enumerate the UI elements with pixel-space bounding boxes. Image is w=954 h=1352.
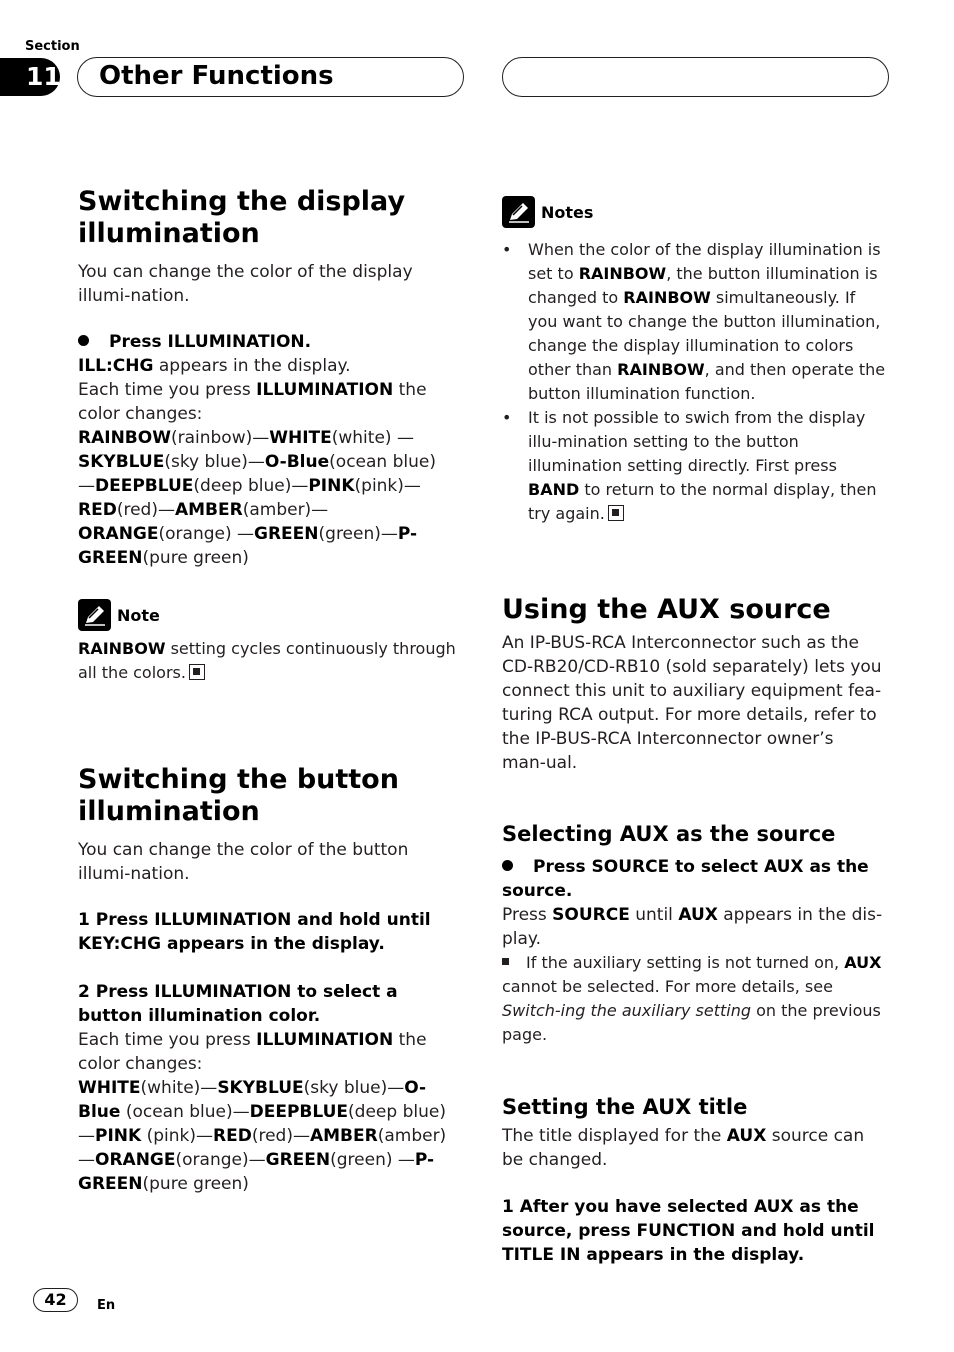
- pencil-icon: [502, 196, 535, 228]
- note-text: When the color of the display illumination is set to: [528, 240, 881, 283]
- button-step-2: 2 Press ILLUMINATION to select a button illumination color.: [78, 982, 398, 1026]
- aux-key: AUX: [726, 1126, 767, 1146]
- note-text: [78, 637, 464, 685]
- square-bullet-icon: [502, 958, 509, 965]
- color-description: (green) —: [330, 1150, 415, 1170]
- appears-text: appears in the dis-play.: [502, 905, 883, 949]
- chapter-title: Other Functions: [77, 57, 464, 97]
- color-description: (white) —: [331, 428, 414, 448]
- button-each-time: [78, 1028, 464, 1076]
- header-empty-frame: [502, 57, 889, 97]
- aux-title-intro: [502, 1124, 888, 1172]
- section-label: Section: [25, 39, 80, 54]
- title-text-2: source can be changed.: [502, 1126, 865, 1170]
- color-description: (ocean blue)—: [120, 1102, 250, 1122]
- color-description: (sky blue)—: [303, 1078, 405, 1098]
- color-description: (red)—: [116, 500, 175, 520]
- color-name: ORANGE: [95, 1150, 176, 1170]
- each-key: ILLUMINATION: [256, 1030, 394, 1050]
- color-name: P-GREEN: [78, 524, 418, 568]
- color-name: DEEPBLUE: [95, 476, 194, 496]
- color-name: O-Blue: [78, 1078, 427, 1122]
- aux-title-step-1: 1 After you have selected AUX as the source, press FUNCTION and hold until TITLE IN appears in the display.: [502, 1197, 875, 1265]
- color-name: AMBER: [174, 500, 243, 520]
- cond-text-3: on the previous page.: [502, 1001, 881, 1044]
- notes-label: Notes: [541, 202, 594, 222]
- color-description: (pink)—: [354, 476, 421, 496]
- color-description: (amber) —: [78, 1126, 447, 1170]
- note-item-band: [502, 406, 888, 526]
- cond-text-2: cannot be selected. For more details, see: [502, 977, 833, 996]
- each-text-end: the color changes:: [78, 380, 427, 424]
- aux-title-heading: Setting the AUX title: [502, 1095, 748, 1119]
- each-key: ILLUMINATION: [256, 380, 394, 400]
- color-name: GREEN: [265, 1150, 331, 1170]
- select-aux-step-text: Press SOURCE to select AUX as the source.: [502, 857, 869, 901]
- color-description: (green)—: [318, 524, 398, 544]
- color-name: PINK: [95, 1126, 142, 1146]
- aux-key: AUX: [844, 953, 882, 972]
- key-name: RAINBOW: [578, 264, 667, 283]
- color-description: (orange) —: [158, 524, 255, 544]
- color-name: DEEPBLUE: [249, 1102, 349, 1122]
- note-text: simultaneously. If you want to change the button illumination, change the display illumination to colors other than: [528, 288, 881, 379]
- notes-header: [502, 196, 888, 228]
- cross-reference: Switch-ing the auxiliary setting: [502, 1001, 751, 1020]
- color-name: GREEN: [254, 524, 319, 544]
- notes-list: [502, 238, 888, 526]
- key-name: BAND: [528, 480, 580, 499]
- color-description: (ocean blue) —: [78, 452, 436, 496]
- each-text-end: the color changes:: [78, 1030, 427, 1074]
- select-aux-detail: [502, 903, 888, 951]
- button-color-cycle: [78, 1076, 458, 1196]
- page-number: 42: [33, 1288, 78, 1312]
- color-description: (rainbow)—: [170, 428, 270, 448]
- key-name: RAINBOW: [623, 288, 711, 307]
- cond-text: If the auxiliary setting is not turned on,: [526, 953, 845, 972]
- note-bold: RAINBOW: [78, 639, 166, 658]
- aux-key: AUX: [678, 905, 718, 925]
- button-step-1: 1 Press ILLUMINATION and hold until KEY:CHG appears in the display.: [78, 910, 431, 954]
- pencil-icon: [78, 599, 111, 631]
- display-color-cycle: [78, 426, 448, 570]
- bullet-icon: [502, 860, 513, 871]
- aux-source-heading: Using the AUX source: [502, 594, 831, 625]
- color-description: (sky blue)—: [164, 452, 265, 472]
- note-text: , and then operate the button illumination function.: [528, 360, 886, 403]
- display-each-time: [78, 378, 464, 426]
- each-text: Each time you press: [78, 380, 257, 400]
- right-column: [502, 196, 888, 1267]
- color-name: WHITE: [269, 428, 332, 448]
- color-description: (deep blue)—: [193, 476, 309, 496]
- color-name: SKYBLUE: [78, 452, 165, 472]
- section-number: 11: [0, 58, 60, 96]
- press-text: Press: [502, 905, 553, 925]
- bullet-icon: [78, 335, 89, 346]
- color-description: (white)—: [140, 1078, 218, 1098]
- appears-text: appears in the display.: [153, 356, 351, 376]
- key-name: RAINBOW: [617, 360, 705, 379]
- until-text: until: [629, 905, 679, 925]
- note-text: , the button illumination is changed to: [528, 264, 878, 307]
- color-name: AMBER: [309, 1126, 378, 1146]
- display-illumination-heading: Switching the display illumination: [78, 186, 406, 249]
- end-mark-icon: [608, 505, 624, 521]
- color-description: (pure green): [142, 1174, 249, 1194]
- color-name: RED: [213, 1126, 252, 1146]
- note-body: setting cycles continuously through all the colors.: [78, 639, 456, 682]
- source-key: SOURCE: [552, 905, 630, 925]
- color-description: (pure green): [142, 548, 249, 568]
- title-text: The title displayed for the: [502, 1126, 727, 1146]
- note-label: Note: [117, 605, 160, 625]
- color-name: PINK: [308, 476, 355, 496]
- left-column: [78, 186, 464, 1196]
- select-aux-heading: Selecting AUX as the source: [502, 822, 836, 846]
- color-name: O-Blue: [264, 452, 330, 472]
- color-description: (pink)—: [141, 1126, 213, 1146]
- color-name: WHITE: [78, 1078, 141, 1098]
- button-intro: You can change the color of the button illumi-nation.: [78, 840, 409, 884]
- note-item-illumination-color: [502, 238, 888, 406]
- end-mark-icon: [189, 664, 205, 680]
- display-step-text: Press ILLUMINATION.: [109, 332, 312, 352]
- note-text: It is not possible to swich from the display illu-mination setting to the button illumination setting directly. First press: [528, 408, 866, 475]
- ill-chg-text: ILL:CHG: [78, 356, 154, 376]
- color-name: P-GREEN: [78, 1150, 435, 1194]
- select-aux-step: [502, 855, 888, 903]
- display-appears: [78, 354, 464, 378]
- language-code: En: [97, 1298, 116, 1313]
- color-name: RAINBOW: [78, 428, 171, 448]
- color-description: (deep blue)—: [78, 1102, 446, 1146]
- each-text: Each time you press: [78, 1030, 257, 1050]
- color-description: (red)—: [251, 1126, 310, 1146]
- color-description: (amber)—: [242, 500, 329, 520]
- color-name: RED: [78, 500, 117, 520]
- display-step: [78, 330, 464, 354]
- color-description: (orange)—: [175, 1150, 266, 1170]
- aux-condition-note: [502, 951, 888, 1047]
- note-header: [78, 599, 464, 631]
- display-intro: You can change the color of the display illumi-nation.: [78, 262, 413, 306]
- color-name: ORANGE: [78, 524, 159, 544]
- button-illumination-heading: Switching the button illumination: [78, 764, 399, 827]
- note-text: to return to the normal display, then try again.: [528, 480, 877, 523]
- color-name: SKYBLUE: [217, 1078, 304, 1098]
- aux-intro: An IP-BUS-RCA Interconnector such as the CD-RB20/CD-RB10 (sold separately) lets you connect this unit to auxiliary equipment fea-turing RCA output. For more details, refer to the IP-BUS-RCA Interconnector owner’s man-ual.: [502, 633, 882, 773]
